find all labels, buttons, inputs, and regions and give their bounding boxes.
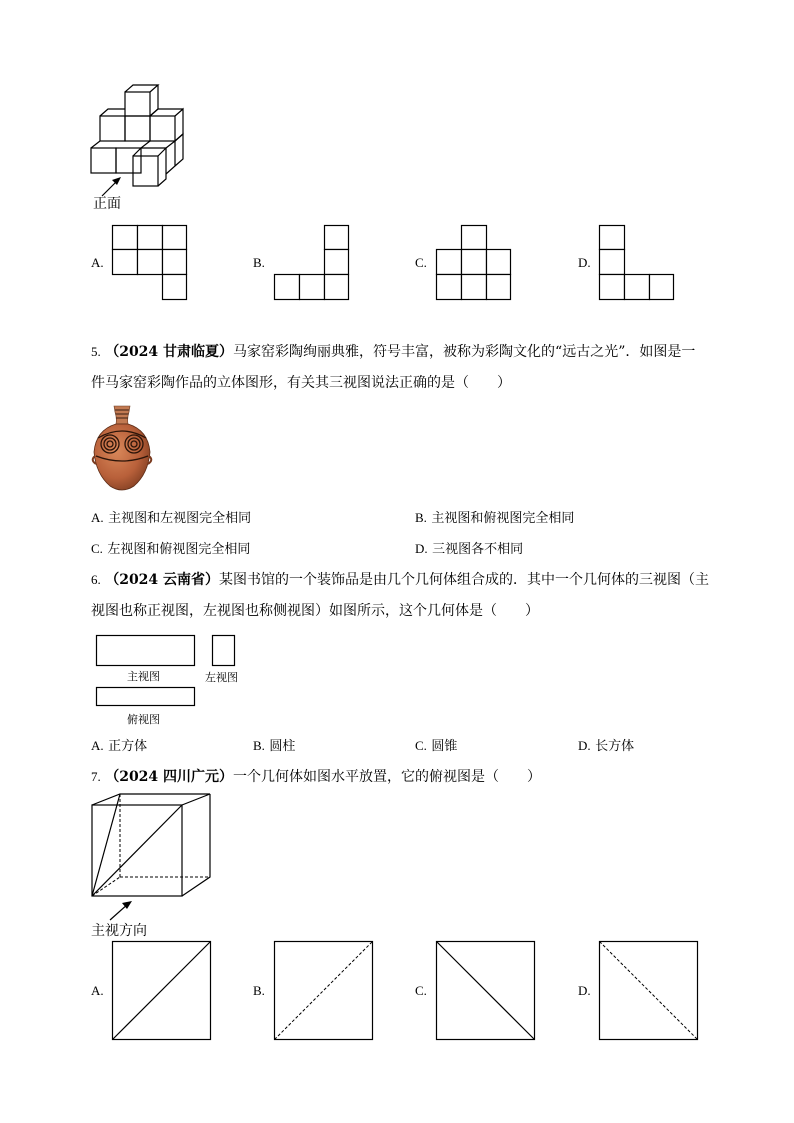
q6-option-d[interactable] (578, 736, 634, 757)
q6-option-b-letter: B. (253, 738, 265, 753)
view-direction-label: 主视方向 (91, 923, 147, 939)
q5-option-c-text: 左视图和俯视图完全相同 (107, 542, 251, 557)
q5-line1 (91, 342, 695, 362)
q6-option-c[interactable] (415, 736, 457, 757)
q4-option-d-figure (599, 225, 675, 301)
q6-option-a-text: 正方体 (108, 739, 148, 754)
q5-text-line1: 马家窑彩陶绚丽典雅，符号丰富，被称为彩陶文化的“远古之光”．如图是一 (233, 344, 696, 360)
q5-option-d[interactable] (415, 539, 523, 560)
q6-option-d-text: 长方体 (595, 739, 635, 754)
q4-option-a-figure (112, 225, 188, 301)
q5-option-a-letter: A. (91, 510, 104, 525)
q5-option-c-letter: C. (91, 541, 103, 556)
main-view-label: 主视图 (127, 670, 160, 683)
q6-option-b[interactable] (253, 736, 295, 757)
q7-option-d-figure (599, 941, 699, 1041)
q4-option-b-figure (274, 225, 350, 301)
cube-stack-figure (88, 84, 198, 194)
q4-option-d-letter[interactable]: D. (578, 255, 591, 270)
q6-option-c-letter: C. (415, 738, 427, 753)
q6-option-c-text: 圆锥 (431, 739, 458, 754)
q7-text-line1: 一个几何体如图水平放置，它的俯视图是（ ） (233, 769, 542, 785)
q7-option-b-figure (274, 941, 374, 1041)
q5-text-line2: 件马家窑彩陶作品的立体图形，有关其三视图说法正确的是（ ） (91, 375, 511, 391)
q5-option-b[interactable] (415, 508, 574, 529)
q7-line1 (91, 767, 541, 787)
q4-option-a-letter[interactable]: A. (91, 255, 104, 270)
q5-option-d-letter: D. (415, 541, 428, 556)
q6-option-a-letter: A. (91, 738, 104, 753)
q5-option-a[interactable] (91, 508, 251, 529)
q7-option-a-letter[interactable]: A. (91, 983, 104, 998)
q6-source: （2024 云南省） (105, 572, 220, 588)
painted-pottery-jar-image (90, 404, 154, 494)
q5-option-c[interactable] (91, 539, 250, 560)
q7-option-c-letter[interactable]: C. (415, 983, 427, 998)
q7-option-c-figure (436, 941, 536, 1041)
left-view-label: 左视图 (205, 671, 238, 684)
q5-number: 5. (91, 344, 101, 359)
q4-option-b-letter[interactable]: B. (253, 255, 265, 270)
q6-option-b-text: 圆柱 (269, 739, 296, 754)
q5-option-b-text: 主视图和俯视图完全相同 (431, 511, 575, 526)
q5-option-d-text: 三视图各不相同 (432, 542, 524, 557)
q7-option-a-figure (112, 941, 212, 1041)
q6-option-d-letter: D. (578, 738, 591, 753)
q7-option-d-letter[interactable]: D. (578, 983, 591, 998)
wedge-solid-figure (88, 792, 213, 922)
q5-option-b-letter: B. (415, 510, 427, 525)
q7-number: 7. (91, 769, 101, 784)
q4-option-c-letter[interactable]: C. (415, 255, 427, 270)
q6-text-line1: 某图书馆的一个装饰品是由几个几何体组合成的．其中一个几何体的三视图（主 (219, 572, 710, 588)
q6-text-line2: 视图也称正视图，左视图也称侧视图）如图所示，这个几何体是（ ） (91, 603, 539, 619)
q6-line1 (91, 570, 709, 590)
front-label: 正面 (93, 196, 121, 212)
top-view-label: 俯视图 (127, 713, 160, 726)
q6-number: 6. (91, 572, 101, 587)
q7-source: （2024 四川广元） (105, 769, 234, 785)
q5-option-a-text: 主视图和左视图完全相同 (108, 511, 252, 526)
q5-source: （2024 甘肃临夏） (105, 344, 234, 360)
q7-option-b-letter[interactable]: B. (253, 983, 265, 998)
q6-option-a[interactable] (91, 736, 147, 757)
q4-option-c-figure (436, 225, 512, 301)
